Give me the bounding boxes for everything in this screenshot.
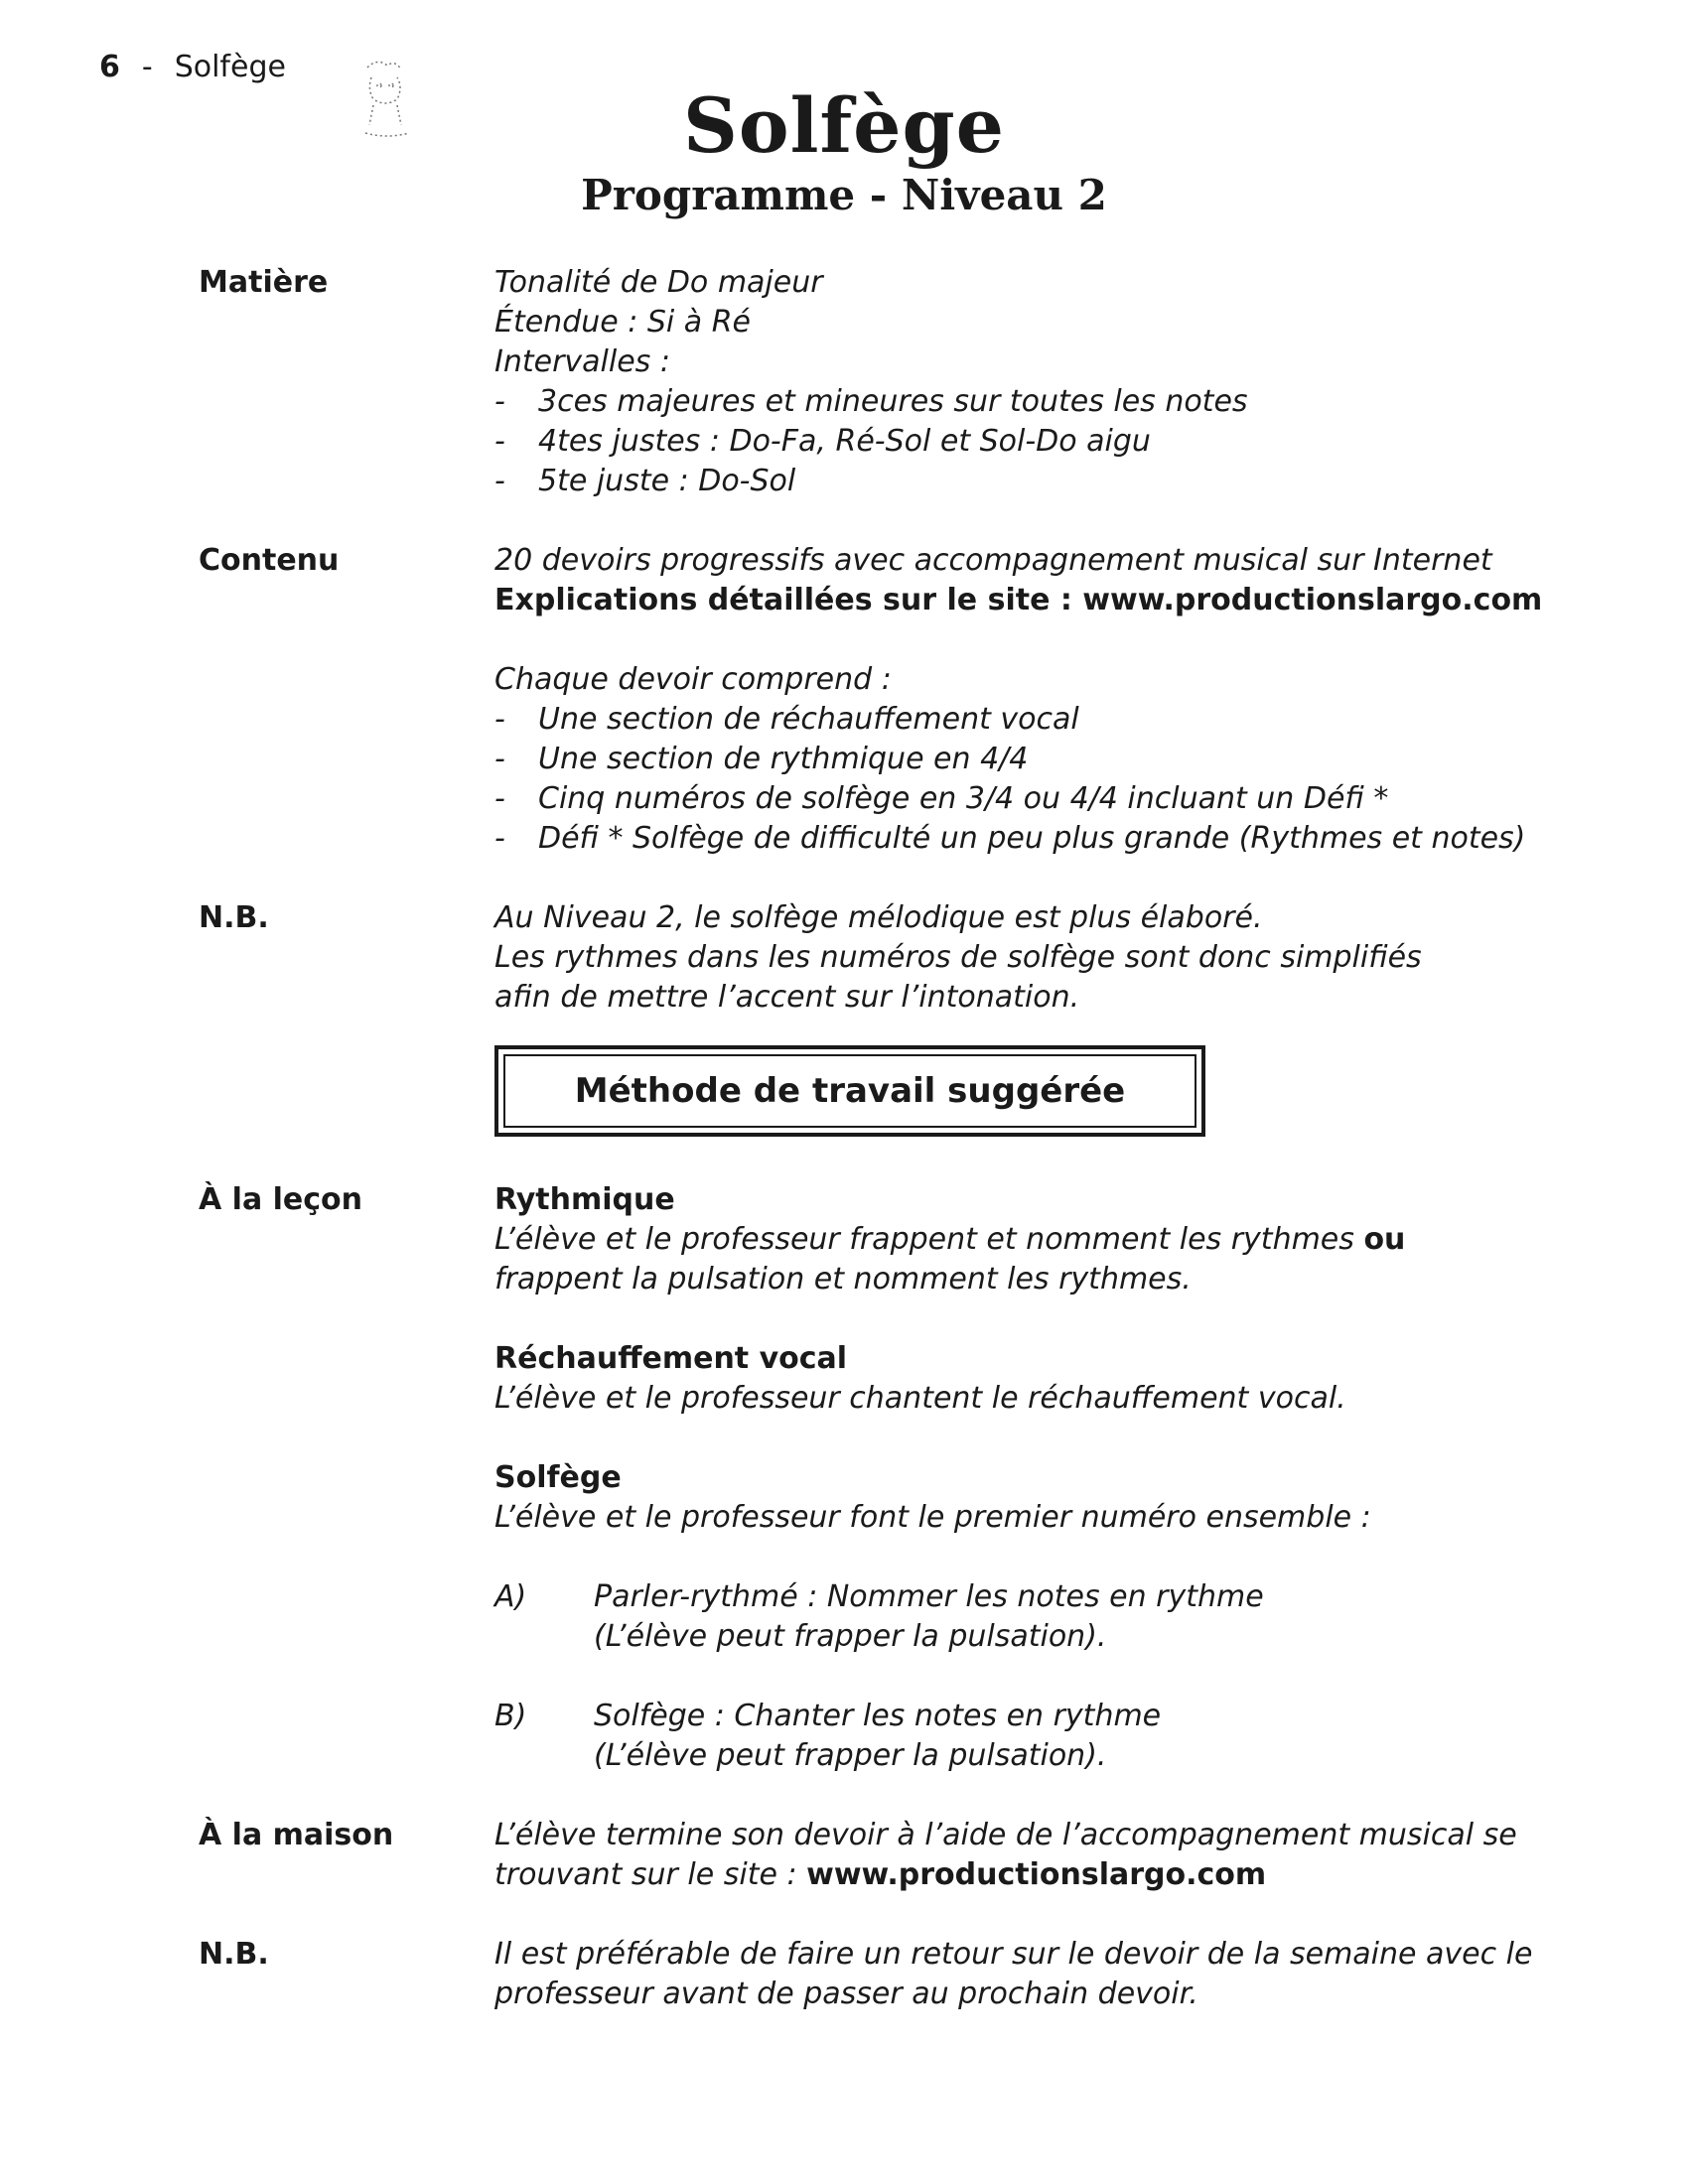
method-title: Méthode de travail suggérée (503, 1054, 1196, 1128)
method-title-box (494, 1045, 1205, 1137)
rythmique-line: frappent la pulsation et nomment les rythmes. (494, 1262, 1192, 1297)
maison-line (494, 1855, 1628, 1895)
section-label-nb: N.B. (199, 1937, 269, 1972)
content (199, 263, 1628, 2014)
section-label-contenu: Contenu (199, 543, 340, 578)
matiere-line: Intervalles : (494, 344, 670, 379)
section-lecon (199, 1180, 1628, 1776)
section-nb-2 (199, 1935, 1628, 2014)
website-link-text: www.productionslargo.com (806, 1857, 1267, 1892)
section-matiere (199, 263, 1628, 501)
section-label-lecon: À la leçon (199, 1182, 363, 1217)
list-item-text: 5te juste : Do-Sol (538, 464, 796, 498)
lettered-item-a (494, 1577, 1628, 1657)
item-letter: A) (494, 1579, 527, 1614)
maison-text: trouvant sur le site : (494, 1857, 807, 1892)
item-line: (L’élève peut frapper la pulsation). (594, 1738, 1107, 1773)
nb-line: Au Niveau 2, le solfège mélodique est plus élaboré. (494, 900, 1263, 935)
subheading-rythmique: Rythmique (494, 1182, 675, 1217)
section-maison (199, 1816, 1628, 1895)
item-line: Parler-rythmé : Nommer les notes en rythme (594, 1579, 1264, 1614)
rythmique-line (494, 1220, 1628, 1260)
item-letter: B) (494, 1699, 527, 1733)
list-item: - 4tes justes : Do-Fa, Ré-Sol et Sol-Do aigu (494, 422, 1628, 462)
header-separator: - (141, 50, 153, 84)
rechauffement-line: L’élève et le professeur chantent le réchauffement vocal. (494, 1381, 1346, 1416)
maison-line: L’élève termine son devoir à l’aide de l’accompagnement musical se (494, 1818, 1517, 1852)
page-title: Solfège (683, 81, 1005, 170)
nb-line: professeur avant de passer au prochain devoir. (494, 1977, 1198, 2011)
nb-line: afin de mettre l’accent sur l’intonation. (494, 980, 1080, 1015)
running-header (99, 50, 286, 84)
section-label-nb: N.B. (199, 900, 269, 935)
list-item: - 3ces majeures et mineures sur toutes les notes (494, 382, 1628, 422)
subheading-solfege: Solfège (494, 1460, 622, 1495)
rythmique-emphasis: ou (1363, 1222, 1406, 1257)
section-nb-1 (199, 898, 1628, 1018)
section-label-maison: À la maison (199, 1818, 394, 1852)
subheading-rechauffement: Réchauffement vocal (494, 1341, 848, 1376)
list-item-text: 4tes justes : Do-Fa, Ré-Sol et Sol-Do aigu (538, 424, 1151, 459)
list-item: - 5te juste : Do-Sol (494, 462, 1628, 501)
list-item-text: Une section de réchauffement vocal (538, 702, 1079, 737)
rythmique-text: L’élève et le professeur frappent et nomment les rythmes (494, 1222, 1364, 1257)
section-contenu (199, 541, 1628, 859)
running-title: Solfège (174, 50, 286, 84)
contenu-website-line: Explications détaillées sur le site : www.productionslargo.com (494, 583, 1543, 617)
contenu-intro: Chaque devoir comprend : (494, 662, 892, 697)
list-item-text: Défi * Solfège de difficulté un peu plus grande (Rythmes et notes) (538, 821, 1526, 856)
lettered-item-b (494, 1697, 1628, 1776)
nb-line: Les rythmes dans les numéros de solfège sont donc simplifiés (494, 940, 1422, 975)
list-item-text: Cinq numéros de solfège en 3/4 ou 4/4 incluant un Défi * (538, 781, 1389, 816)
list-item: - Défi * Solfège de difficulté un peu plus grande (Rythmes et notes) (494, 819, 1628, 859)
item-line: (L’élève peut frapper la pulsation). (594, 1619, 1107, 1654)
nb-line: Il est préférable de faire un retour sur le devoir de la semaine avec le (494, 1937, 1533, 1972)
list-item: - Une section de réchauffement vocal (494, 700, 1628, 740)
list-item-text: Une section de rythmique en 4/4 (538, 742, 1029, 776)
matiere-line: Étendue : Si à Ré (494, 305, 752, 340)
page-number: 6 (99, 50, 120, 84)
item-line: Solfège : Chanter les notes en rythme (594, 1699, 1162, 1733)
list-item: - Une section de rythmique en 4/4 (494, 740, 1628, 779)
solfege-line: L’élève et le professeur font le premier numéro ensemble : (494, 1500, 1371, 1535)
contenu-line: 20 devoirs progressifs avec accompagnement musical sur Internet (494, 543, 1492, 578)
list-item-text: 3ces majeures et mineures sur toutes les notes (538, 384, 1248, 419)
list-item: - Cinq numéros de solfège en 3/4 ou 4/4 incluant un Défi * (494, 779, 1628, 819)
page-subtitle: Programme - Niveau 2 (581, 171, 1107, 219)
section-label-matiere: Matière (199, 265, 329, 300)
matiere-line: Tonalité de Do majeur (494, 265, 823, 300)
